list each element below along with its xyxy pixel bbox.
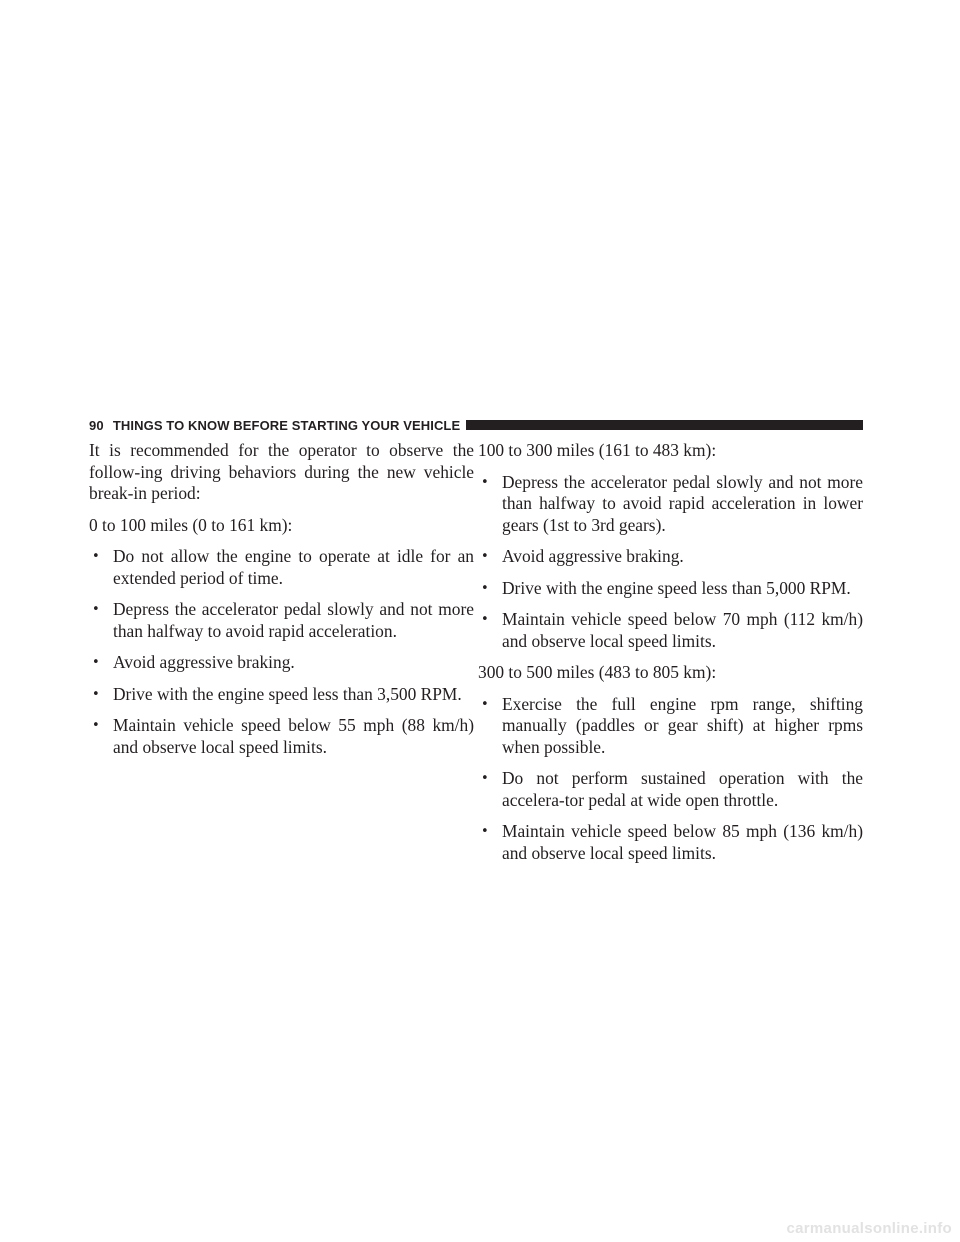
list-item-text: Avoid aggressive braking.: [502, 546, 684, 566]
list-item: [89, 599, 474, 642]
right-column: [478, 440, 863, 874]
list-item-text: Depress the accelerator pedal slowly and not more than halfway to avoid rapid acceleration in lower gears (1st to 3rd gears).: [502, 471, 863, 535]
list-item-text: Avoid aggressive braking.: [113, 652, 295, 672]
list-item-text: Drive with the engine speed less than 5,000 RPM.: [502, 577, 851, 598]
bullet-list-100-300: [478, 472, 863, 653]
list-item-text: Depress the accelerator pedal slowly and not more than halfway to avoid rapid acceleration.: [113, 599, 474, 641]
bullet-icon: •: [481, 549, 489, 564]
bullet-icon: •: [92, 686, 100, 702]
bullet-icon: •: [92, 655, 100, 670]
bullet-list-300-500: [478, 694, 863, 865]
list-item: [478, 694, 863, 759]
list-item-text: Exercise the full engine rpm range, shifting manually (paddles or gear shift) at higher rpms when possible.: [502, 693, 863, 757]
list-item: [478, 609, 863, 652]
bullet-icon: •: [92, 549, 100, 564]
header-rule: [466, 420, 863, 430]
list-item: [89, 684, 474, 706]
list-item: [478, 472, 863, 537]
list-item: [478, 821, 863, 864]
list-item: [478, 578, 863, 600]
bullet-icon: •: [92, 718, 100, 733]
list-item: [89, 652, 474, 674]
list-item-text: Drive with the engine speed less than 3,500 RPM.: [113, 683, 462, 704]
bullet-icon: •: [481, 696, 489, 712]
list-item: [478, 768, 863, 811]
bullet-icon: •: [481, 474, 489, 490]
bullet-list-0-100: [89, 546, 474, 758]
bullet-icon: •: [481, 824, 489, 839]
list-item-text: Maintain vehicle speed below 85 mph (136 km/h) and observe local speed limits.: [502, 821, 863, 863]
bullet-icon: •: [92, 602, 100, 617]
bullet-icon: •: [481, 771, 489, 786]
bullet-icon: •: [481, 580, 489, 596]
list-item: [89, 546, 474, 589]
range-heading-100-300: 100 to 300 miles (161 to 483 km):: [478, 440, 717, 460]
left-column: [89, 440, 474, 768]
list-item-text: Do not perform sustained operation with the accelera-tor pedal at wide open throttle.: [502, 768, 863, 810]
list-item: [89, 715, 474, 758]
list-item-text: Maintain vehicle speed below 70 mph (112 km/h) and observe local speed limits.: [502, 609, 863, 651]
list-item-text: Do not allow the engine to operate at idle for an extended period of time.: [113, 546, 474, 588]
watermark: carmanualsonline.info: [786, 1220, 952, 1237]
bullet-icon: •: [481, 612, 489, 627]
list-item-text: Maintain vehicle speed below 55 mph (88 km/h) and observe local speed limits.: [113, 715, 474, 757]
list-item: [478, 546, 863, 568]
page-header: [89, 418, 863, 432]
range-heading-300-500: 300 to 500 miles (483 to 805 km):: [478, 662, 717, 682]
range-heading-0-100: 0 to 100 miles (0 to 161 km):: [89, 514, 293, 535]
page-number: 90: [89, 417, 104, 433]
section-title: THINGS TO KNOW BEFORE STARTING YOUR VEHICLE: [112, 417, 461, 433]
intro-paragraph: It is recommended for the operator to observe the follow-ing driving behaviors during the new vehicle break-in period:: [89, 440, 474, 503]
